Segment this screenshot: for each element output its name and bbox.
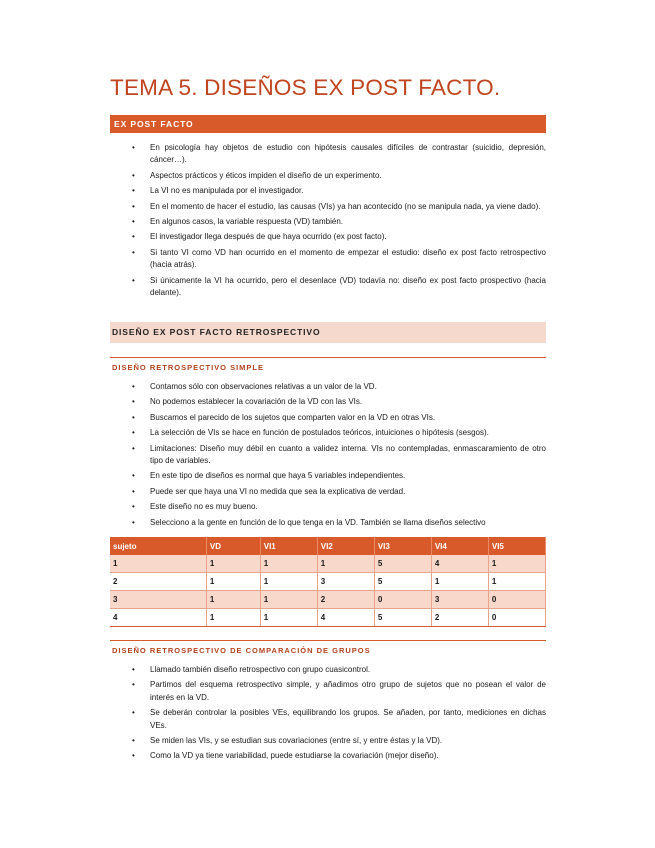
list-item: • Como la VD ya tiene variabilidad, puede estudiarse la covariación (mejor diseño). <box>110 750 546 762</box>
table-cell: 2 <box>431 609 488 627</box>
table-row <box>110 591 546 609</box>
table-cell: 3 <box>317 573 374 591</box>
list-item: • En el momento de hacer el estudio, las causas (VIs) ya han acontecido (no se manipula nada, ya viene dado). <box>110 201 546 213</box>
list-item: • Llamado también diseño retrospectivo con grupo cuasicontrol. <box>110 664 546 676</box>
table-cell: 1 <box>431 573 488 591</box>
list-item: • Contamos sólo con observaciones relativas a un valor de la VD. <box>110 381 546 393</box>
table-row <box>110 609 546 627</box>
table-cell: 4 <box>317 609 374 627</box>
list-item: • Limitaciones: Diseño muy débil en cuanto a validez interna. VIs no contempladas, enmascaramiento de otro tipo de variables. <box>110 443 546 468</box>
list-item: • Aspectos prácticos y éticos impiden el diseño de un experimento. <box>110 170 546 182</box>
data-table <box>110 537 546 627</box>
list-item: • No podemos establecer la covariación de la VD con las VIs. <box>110 396 546 408</box>
section3-bullet-list <box>110 381 546 532</box>
table-header-cell: VI3 <box>374 537 431 555</box>
table-header-cell: VI2 <box>317 537 374 555</box>
list-item: • En algunos casos, la variable respuesta (VD) también. <box>110 216 546 228</box>
table-cell: 2 <box>317 591 374 609</box>
table-cell: 0 <box>488 609 545 627</box>
table-cell: 0 <box>374 591 431 609</box>
list-item: • Se miden las VIs, y se estudian sus covariaciones (entre sí, y entre éstas y la VD). <box>110 735 546 747</box>
table-header-cell: sujeto <box>110 537 206 555</box>
list-item: • Si tanto VI como VD han ocurrido en el momento de empezar el estudio: diseño ex post facto retrospectivo (hacia atrás). <box>110 247 546 272</box>
table-header-cell: VI4 <box>431 537 488 555</box>
table-cell: 1 <box>488 555 545 573</box>
table-cell: 1 <box>260 591 317 609</box>
table-row <box>110 573 546 591</box>
table-cell: 1 <box>206 555 260 573</box>
section1-bullet-list <box>110 142 546 302</box>
table-cell: 1 <box>260 609 317 627</box>
table-cell: 3 <box>110 591 206 609</box>
list-item: • La VI no es manipulada por el investigador. <box>110 185 546 197</box>
table-cell: 2 <box>110 573 206 591</box>
table-cell: 4 <box>110 609 206 627</box>
table-row <box>110 555 546 573</box>
table-cell: 1 <box>206 609 260 627</box>
list-item: • Buscamos el parecido de los sujetos que comparten valor en la VD en otras VIs. <box>110 412 546 424</box>
table-cell: 1 <box>488 573 545 591</box>
list-item: • Partimos del esquema retrospectivo simple, y añadimos otro grupo de sujetos que no posean el valor de interés en la VD. <box>110 679 546 704</box>
table-cell: 1 <box>317 555 374 573</box>
list-item: • Este diseño no es muy bueno. <box>110 501 546 513</box>
table-cell: 1 <box>206 573 260 591</box>
list-item: • Si únicamente la VI ha ocurrido, pero el desenlace (VD) todavía no: diseño ex post facto prospectivo (hacia delante). <box>110 275 546 300</box>
table-cell: 1 <box>260 573 317 591</box>
subsection-heading-simple: DISEÑO RETROSPECTIVO SIMPLE <box>112 363 265 372</box>
list-item: • Puede ser que haya una VI no medida que sea la explicativa de verdad. <box>110 486 546 498</box>
section-heading-retrospectivo: DISEÑO EX POST FACTO RETROSPECTIVO <box>110 322 546 343</box>
table-cell: 5 <box>374 555 431 573</box>
page-title: TEMA 5. DISEÑOS EX POST FACTO. <box>110 75 501 100</box>
table-cell: 4 <box>431 555 488 573</box>
table-cell: 0 <box>488 591 545 609</box>
list-item: • La selección de VIs se hace en función de postulados teóricos, intuiciones o hipótesis (sesgos). <box>110 427 546 439</box>
table-cell: 3 <box>431 591 488 609</box>
table-cell: 5 <box>374 573 431 591</box>
list-item: • En este tipo de diseños es normal que haya 5 variables independientes. <box>110 470 546 482</box>
table-header-cell: VD <box>206 537 260 555</box>
table-cell: 1 <box>260 555 317 573</box>
table-header-row <box>110 537 546 555</box>
subsection-heading-comparacion: DISEÑO RETROSPECTIVO DE COMPARACIÓN DE GRUPOS <box>112 646 371 655</box>
list-item: • Se deberán controlar la posibles VEs, equilibrando los grupos. Se añaden, por tanto, mediciones en dichas VEs. <box>110 707 546 732</box>
subsection-divider <box>110 357 546 358</box>
table-cell: 1 <box>110 555 206 573</box>
table-header-cell: VI1 <box>260 537 317 555</box>
subsection-divider <box>110 640 546 641</box>
table-header-cell: VI5 <box>488 537 545 555</box>
list-item: • Selecciono a la gente en función de lo que tenga en la VD. También se llama diseños selectivo <box>110 517 546 529</box>
table-cell: 5 <box>374 609 431 627</box>
list-item: • En psicología hay objetos de estudio con hipótesis causales difíciles de contrastar (suicidio, depresión, cáncer…). <box>110 142 546 167</box>
table-cell: 1 <box>206 591 260 609</box>
section4-bullet-list <box>110 664 546 766</box>
list-item: • El investigador llega después de que haya ocurrido (ex post facto). <box>110 231 546 243</box>
section-heading-ex-post-facto: EX POST FACTO <box>110 115 546 133</box>
